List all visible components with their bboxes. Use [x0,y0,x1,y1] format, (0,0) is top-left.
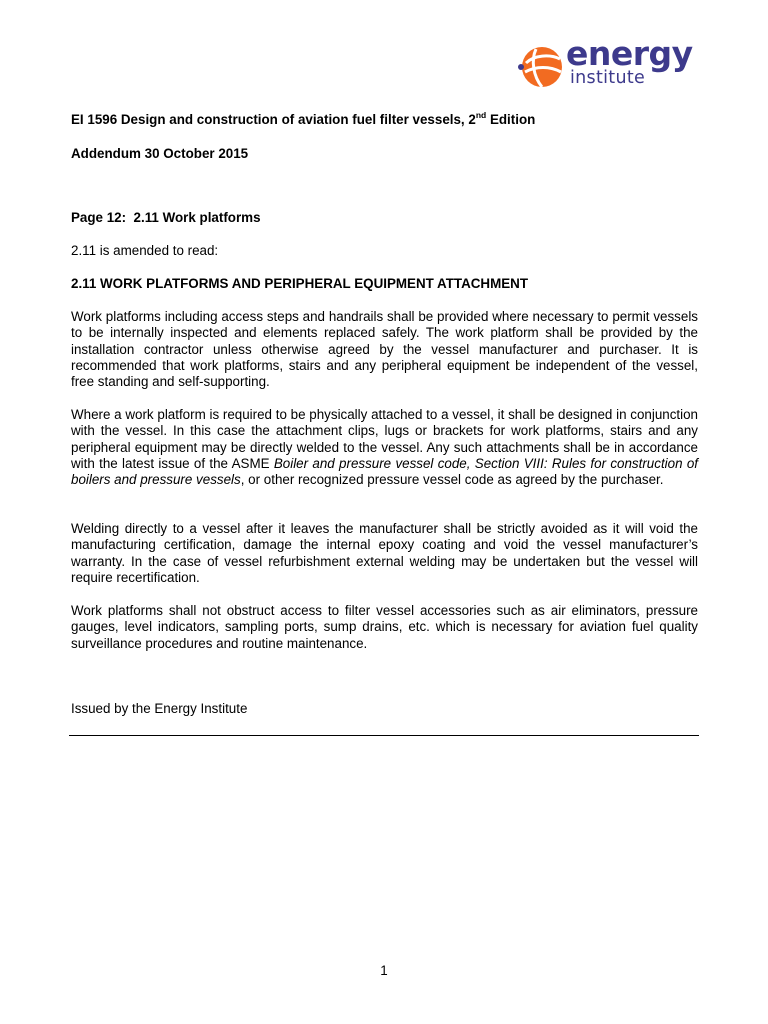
title-superscript: nd [475,110,487,120]
paragraph-2-start: Where a work platform is required to be physically attached to a vessel, it shall be designed in conjunction with the vessel. In this case the attachment clips, lugs or brackets for work platforms, stairs and any peripheral equipment may be directly welded to the vessel. Any such attachments shall be in accordance with the latest issue of the ASME [71,407,698,471]
page-number: 1 [380,963,388,978]
title-main: EI 1596 Design and construction of aviation fuel filter vessels, 2 [71,112,476,127]
document-title [71,112,535,128]
logo-word-institute: institute [570,68,646,88]
title-end: Edition [486,112,536,127]
logo-globe-icon [516,42,564,90]
paragraph-1: Work platforms including access steps and handrails shall be provided where necessary to permit vessels to be internally inspected and elements replaced safely. The work platform shall be provided by the installation contractor unless otherwise agreed by the vessel manufacturer and purchaser. It is recommended that work platforms, stairs and any peripheral equipment be independent of the vessel, free standing and self-supporting. [71,309,698,390]
section-heading: 2.11 WORK PLATFORMS AND PERIPHERAL EQUIPMENT ATTACHMENT [71,276,529,291]
paragraph-2 [71,407,698,488]
energy-institute-logo [516,34,702,94]
issued-by: Issued by the Energy Institute [71,701,248,716]
page-reference: Page 12: 2.11 Work platforms [71,210,261,225]
logo-word-energy: energy [566,34,693,73]
paragraph-4: Work platforms shall not obstruct access to filter vessel accessories such as air eliminators, pressure gauges, level indicators, sampling ports, sump drains, etc. which is necessary for aviation fuel quality surveillance procedures and routine maintenance. [71,603,698,651]
addendum-date: Addendum 30 October 2015 [71,146,249,161]
paragraph-3: Welding directly to a vessel after it leaves the manufacturer shall be strictly avoided as it will void the manufacturing certification, damage the internal epoxy coating and void the vessel manufacturer’s warranty. In the case of vessel refurbishment external welding may be undertaken but the vessel will require recertification. [71,521,698,585]
amendment-note: 2.11 is amended to read: [71,243,219,258]
footer-divider [69,735,699,736]
paragraph-2-citation: Boiler and pressure vessel code, Section VIII: Rules for construction of boilers and pressure vessels [71,455,699,488]
paragraph-2-end: , or other recognized pressure vessel code as agreed by the purchaser. [240,472,664,488]
